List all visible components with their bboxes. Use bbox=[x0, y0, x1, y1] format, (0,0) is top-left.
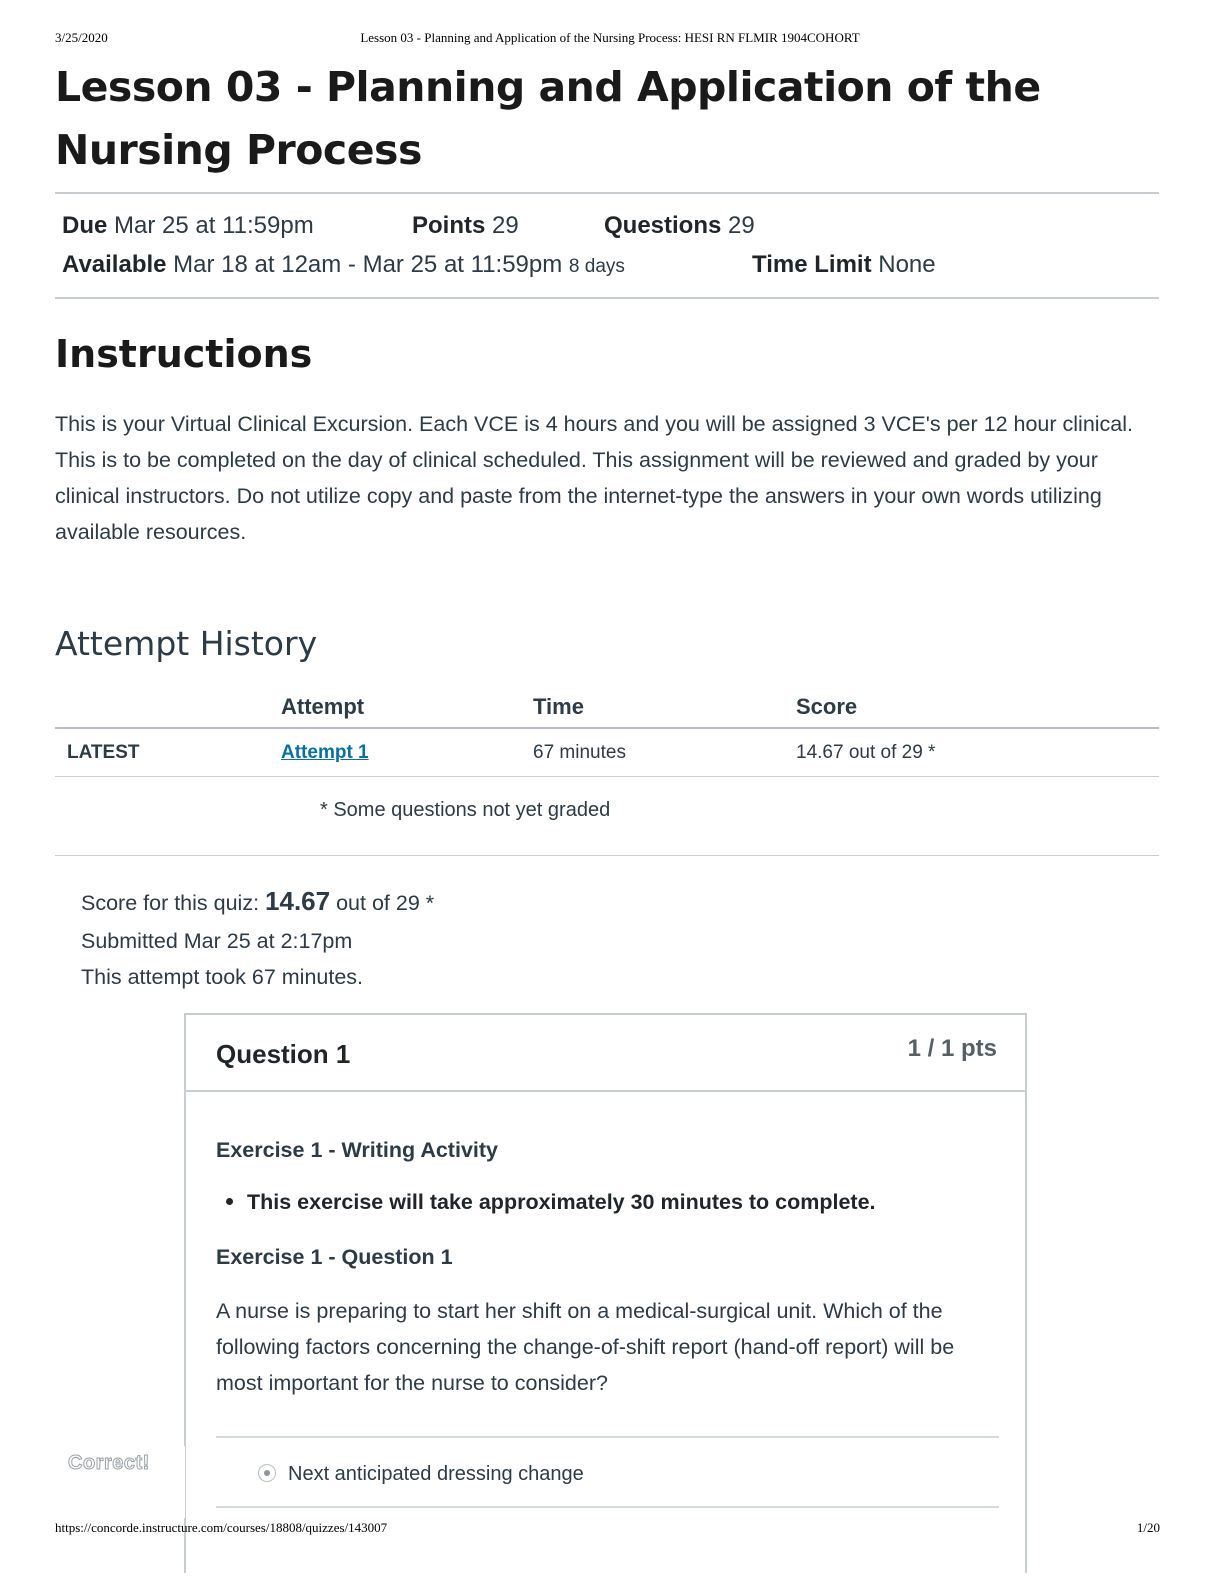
time-limit-info bbox=[752, 251, 936, 279]
available-value: Mar 18 at 12am - Mar 25 at 11:59pm bbox=[173, 251, 563, 278]
grading-note: * Some questions not yet graded bbox=[320, 799, 611, 821]
page-title: Lesson 03 - Planning and Application of the Nursing Process bbox=[55, 63, 1041, 174]
column-header-time: Time bbox=[533, 694, 584, 719]
print-header bbox=[55, 30, 1165, 50]
answer-text: Next anticipated dressing change bbox=[288, 1463, 584, 1485]
time-limit-label: Time Limit bbox=[752, 251, 872, 278]
attempt-duration: This attempt took 67 minutes. bbox=[81, 965, 364, 989]
table-header-divider bbox=[55, 727, 1159, 729]
page-number: 1/20 bbox=[1136, 1520, 1160, 1535]
attempt-1-link[interactable]: Attempt 1 bbox=[281, 742, 369, 763]
print-title: Lesson 03 - Planning and Application of the Nursing Process: HESI RN FLMIR 1904COHORT bbox=[360, 30, 860, 45]
table-row-divider bbox=[55, 776, 1159, 777]
column-header-score: Score bbox=[796, 694, 858, 719]
exercise-subheading: Exercise 1 - Question 1 bbox=[216, 1245, 453, 1269]
questions-info bbox=[604, 212, 755, 240]
due-info bbox=[62, 212, 314, 240]
list-item bbox=[226, 1190, 876, 1215]
correct-arrow-marker bbox=[157, 1446, 185, 1518]
score-value: 14.67 bbox=[265, 886, 331, 916]
bullet-text: This exercise will take approximately 30 minutes to complete. bbox=[247, 1190, 876, 1214]
points-info bbox=[412, 212, 519, 240]
print-footer bbox=[55, 1520, 1165, 1540]
due-value: Mar 25 at 11:59pm bbox=[114, 212, 314, 239]
answer-divider bbox=[216, 1436, 999, 1438]
score-suffix: out of 29 * bbox=[336, 891, 435, 915]
score-prefix: Score for this quiz: bbox=[81, 891, 260, 915]
questions-label: Questions bbox=[604, 212, 722, 239]
points-value: 29 bbox=[492, 212, 519, 239]
question-card bbox=[184, 1013, 1027, 1573]
attempt-score: 14.67 out of 29 * bbox=[796, 742, 936, 763]
question-text: A nurse is preparing to start her shift on a medical-surgical unit. Which of the following factors concerning the change-of-shift report (hand-off report) will be most important for the nurse to consider? bbox=[216, 1299, 955, 1395]
exercise-heading: Exercise 1 - Writing Activity bbox=[216, 1138, 498, 1162]
correct-label: Correct! bbox=[68, 1452, 150, 1474]
question-points: 1 / 1 pts bbox=[907, 1035, 997, 1062]
radio-selected-icon[interactable] bbox=[258, 1464, 276, 1482]
points-label: Points bbox=[412, 212, 486, 239]
question-title: Question 1 bbox=[216, 1039, 351, 1069]
divider bbox=[55, 855, 1159, 856]
time-limit-value: None bbox=[878, 251, 936, 278]
latest-label: LATEST bbox=[67, 742, 140, 763]
divider bbox=[55, 192, 1159, 194]
attempt-history-heading: Attempt History bbox=[55, 624, 318, 663]
questions-value: 29 bbox=[728, 212, 755, 239]
question-header bbox=[186, 1015, 1025, 1092]
available-info bbox=[62, 251, 625, 279]
answer-divider bbox=[216, 1506, 999, 1508]
attempt-time: 67 minutes bbox=[533, 742, 626, 763]
instructions-text: This is your Virtual Clinical Excursion. Each VCE is 4 hours and you will be assigned 3 VCE's per 12 hour clinical. This is to be completed on the day of clinical scheduled. This assignment will be reviewed and graded by your clinical instructors. Do not utilize copy and paste from the internet-type the answers in your own words utilizing available resources. bbox=[55, 412, 1134, 544]
column-header-attempt: Attempt bbox=[281, 694, 365, 719]
answer-option[interactable] bbox=[258, 1463, 584, 1486]
divider bbox=[55, 297, 1159, 299]
print-url: https://concorde.instructure.com/courses/18808/quizzes/143007 bbox=[55, 1520, 388, 1535]
due-label: Due bbox=[62, 212, 108, 239]
submitted-time: Submitted Mar 25 at 2:17pm bbox=[81, 929, 353, 953]
bullet-icon bbox=[226, 1198, 233, 1205]
available-days: 8 days bbox=[568, 256, 625, 277]
instructions-heading: Instructions bbox=[55, 332, 313, 376]
available-label: Available bbox=[62, 251, 167, 278]
quiz-score bbox=[81, 886, 434, 917]
print-date: 3/25/2020 bbox=[55, 30, 108, 45]
